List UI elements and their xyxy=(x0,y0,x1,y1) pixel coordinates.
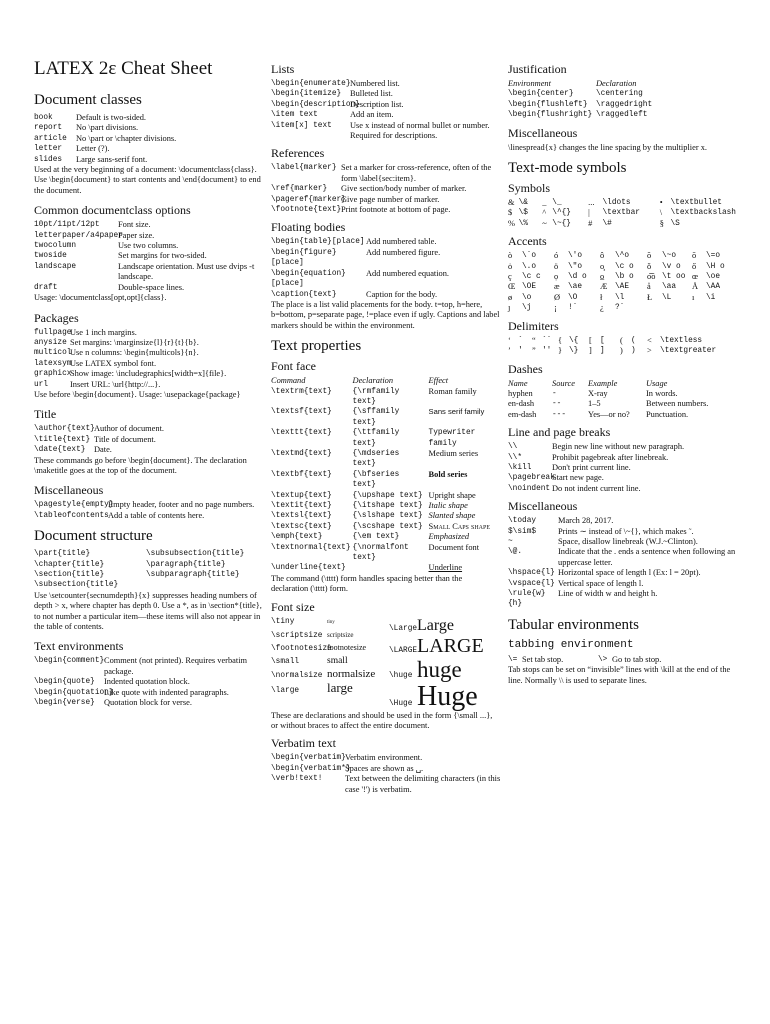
symbol-command: ) xyxy=(631,347,636,356)
symbol-glyph: ọ xyxy=(554,272,559,282)
symbol-glyph: õ xyxy=(647,251,652,261)
list-item: \item text Add an item. xyxy=(271,110,394,120)
table-row xyxy=(508,346,722,356)
doc-classes-note: Used at the very beginning of a document: \documentclass{class}. Use \begin{document} to start contents and \end{document} to end the document. xyxy=(34,165,261,195)
list-item: \vspace{l} Vertical space of length l. xyxy=(508,578,644,588)
symbol-command: \b o xyxy=(615,273,634,282)
table-row: \textup{text} {\upshape text} Upright shape xyxy=(271,490,476,500)
floating-heading: Floating bodies xyxy=(271,220,346,235)
symbol-command: \aa xyxy=(662,283,677,292)
text-symbols-heading: Text-mode symbols xyxy=(508,160,627,177)
table-row: en-dash -- 1–5 Between numbers. xyxy=(508,399,709,409)
table-row: em-dash --- Yes—or no? Punctuation. xyxy=(508,409,689,419)
dashes-table xyxy=(508,379,710,421)
list-item: \\ Begin new line without new paragraph. xyxy=(508,442,685,452)
symbol-command: \j xyxy=(522,304,532,313)
class-options-list xyxy=(34,220,262,293)
symbol-command: \^o xyxy=(615,252,630,261)
column-header: Command xyxy=(271,376,306,386)
symbol-glyph: < xyxy=(647,335,652,345)
symbol-glyph: ( xyxy=(620,335,623,345)
symbol-glyph: ] xyxy=(589,346,592,356)
table-row xyxy=(508,303,736,313)
symbol-glyph: ø xyxy=(508,292,513,302)
column-1 xyxy=(34,56,262,708)
symbol-command xyxy=(706,303,736,313)
font-size-grid xyxy=(271,617,501,711)
doc-structure-left xyxy=(34,549,146,591)
list-item: \noindent Do not indent current line. xyxy=(508,483,641,493)
list-item: draft Double-space lines. xyxy=(34,282,185,292)
accents-heading: Accents xyxy=(508,234,547,249)
symbol-glyph: [ xyxy=(589,335,592,345)
justification-table xyxy=(508,79,654,121)
symbol-command: \textless xyxy=(660,336,703,345)
symbol-command: \~o xyxy=(662,252,677,261)
list-item: slides Large sans-serif font. xyxy=(34,154,148,164)
symbol-glyph: ȷ xyxy=(508,303,511,313)
list-item: \date{text} Date. xyxy=(34,445,112,455)
list-item: book Default is two-sided. xyxy=(34,113,147,122)
font-face-heading: Font face xyxy=(271,359,316,374)
tabular-heading: Tabular environments xyxy=(508,616,639,633)
symbol-glyph: ó xyxy=(554,251,559,261)
table-row: % \% ~ \~{} # \# § \S xyxy=(508,218,680,228)
symbol-glyph: œ xyxy=(692,272,699,282)
symbol-command: \v o xyxy=(662,262,681,271)
table-row: \begin{flushleft} \raggedright xyxy=(508,100,653,109)
symbol-glyph: å xyxy=(647,282,651,292)
list-item: \begin{description} Description list. xyxy=(271,99,404,109)
list-item: \pageref{marker} Give page number of marker. xyxy=(271,194,440,204)
list-item: anysize Set margins: \marginsize{l}{r}{t}{b}. xyxy=(34,337,199,347)
table-row xyxy=(508,251,736,261)
list-item: letterpaper/a4paper Paper size. xyxy=(34,230,155,240)
symbol-glyph: o̲ xyxy=(600,272,605,282)
symbol-glyph: ’ xyxy=(508,346,511,356)
justification-heading: Justification xyxy=(508,62,567,76)
symbol-command: \'o xyxy=(568,252,583,261)
symbol-glyph: ) xyxy=(620,346,623,356)
symbol-glyph: ” xyxy=(532,346,536,356)
symbol-command: \i xyxy=(706,293,716,302)
verbatim-list xyxy=(271,753,501,795)
list-item: \begin{table}[place] Add numbered table. xyxy=(271,237,437,247)
table-row xyxy=(508,272,736,282)
list-item: url Insert URL: \url{http://...}. xyxy=(34,379,161,389)
table-row: \textit{text} {\itshape text} Italic shape xyxy=(271,501,468,510)
list-item: \author{text} Author of document. xyxy=(34,424,165,434)
table-row: \emph{text} {\em text} Emphasized xyxy=(271,532,470,542)
list-item: \footnote{text} Print footnote at bottom of page. xyxy=(271,205,451,215)
column-header: Usage xyxy=(646,378,668,388)
table-row: \begin{center} \centering xyxy=(508,90,643,99)
symbol-glyph: Ø xyxy=(554,292,561,302)
list-item: \Large Large xyxy=(389,616,455,634)
packages-note: Use before \begin{document}. Usage: \usepackage{package} xyxy=(34,389,241,399)
list-item: \large large xyxy=(271,679,353,695)
table-row: \textbf{text} {\bfseries text} Bold series xyxy=(271,469,468,490)
symbol-glyph: ő xyxy=(692,261,697,271)
table-header-row xyxy=(508,79,654,89)
symbol-command: \t oo xyxy=(662,273,686,282)
font-face-note: The command (\tttt) form handles spacing better than the declaration (\tttt) form. xyxy=(271,573,463,594)
text-props-heading: Text properties xyxy=(271,338,362,355)
list-item: \subparagraph{title} xyxy=(146,571,240,579)
column-header: Declaration xyxy=(596,79,637,88)
symbol-command: [ xyxy=(600,336,605,345)
list-item: \tiny tiny xyxy=(271,617,335,626)
list-item: \begin{quotation} Like quote with indented paragraphs. xyxy=(34,687,229,697)
symbol-glyph: o͡o xyxy=(647,272,656,282)
symbol-command: ?` xyxy=(615,304,625,313)
misc2-heading: Miscellaneous xyxy=(508,499,578,514)
references-heading: References xyxy=(271,146,325,161)
doc-structure-right xyxy=(146,549,244,591)
misc-heading: Miscellaneous xyxy=(34,483,104,498)
doc-structure-note: Use \setcounter{secnumdepth}{x} suppresses heading numbers of depth > x, where chapter has depth 0. Use a *, as in \section*{title}, to not number a particular item—these items will also not appear in the table of contents. xyxy=(34,590,262,632)
references-list xyxy=(271,163,501,215)
table-row: \textmd{text} {\mdseries text} Medium series xyxy=(271,448,479,469)
font-size-note: These are declarations and should be used in the form {\small ...}, or without braces to affect the entire document. xyxy=(271,710,493,731)
title-heading: Title xyxy=(34,407,57,422)
table-row: hyphen - X-ray In words. xyxy=(508,388,678,398)
class-options-heading: Common documentclass options xyxy=(34,203,191,218)
text-env-heading: Text environments xyxy=(34,639,124,654)
symbol-glyph: ǒ xyxy=(647,261,652,271)
list-item: ~ Space, disallow linebreak (W.J.~Clinton). xyxy=(508,536,698,546)
list-item: \scriptsize scriptsize xyxy=(271,630,354,640)
symbol-glyph: } xyxy=(558,346,563,356)
list-item: \pagebreak Start new page. xyxy=(508,473,604,483)
list-item: \item[x] text Use x instead of normal bullet or number. Required for descriptions. xyxy=(271,120,490,141)
class-options-note: Usage: \documentclass[opt,opt]{class}. xyxy=(34,293,167,303)
symbol-command: '' xyxy=(542,347,552,356)
table-row: $ \$ ^ \^{} | \textbar \ \textbackslash xyxy=(508,208,736,218)
symbol-command: \"o xyxy=(568,262,583,271)
list-item: \begin{verse} Quotation block for verse. xyxy=(34,698,192,708)
symbol-glyph: “ xyxy=(532,335,536,345)
symbol-command: ( xyxy=(631,336,636,345)
dashes-heading: Dashes xyxy=(508,361,543,376)
symbol-command: ` xyxy=(518,336,523,345)
list-item: \caption{text} Caption for the body. xyxy=(271,289,438,299)
column-header: Source xyxy=(552,378,575,388)
list-item: \begin{verbatim} Verbatim environment. xyxy=(271,753,423,763)
lists-list xyxy=(271,79,501,141)
list-item: \Huge Huge xyxy=(389,680,478,712)
list-item: report No \part divisions. xyxy=(34,123,139,133)
list-item: \kill Don't print current line. xyxy=(508,462,631,472)
list-item: \= xyxy=(508,655,518,664)
list-item: \tableofcontents Add a table of contents here. xyxy=(34,510,205,520)
misc1-heading: Miscellaneous xyxy=(508,125,578,140)
list-item: \chapter{title} xyxy=(34,560,105,569)
table-row: \textsl{text} {\slshape text} Slanted shape xyxy=(271,511,476,521)
list-item: graphicx Show image: \includegraphics[width=x]{file}. xyxy=(34,369,227,379)
list-item: \hspace{l} Horizontal space of length l (Ex: l = 20pt). xyxy=(508,568,701,578)
symbol-glyph: ¿ xyxy=(600,303,604,313)
packages-heading: Packages xyxy=(34,310,79,325)
list-item: \verb!text! Text between the delimiting characters (in this case '!') is verbatim. xyxy=(271,774,501,794)
list-item: \huge huge xyxy=(389,656,462,682)
symbol-glyph: o̧ xyxy=(600,261,605,271)
symbols-table xyxy=(508,198,738,229)
symbol-glyph: Æ xyxy=(600,282,608,292)
font-size-heading: Font size xyxy=(271,599,315,614)
delimiters-table xyxy=(508,336,722,357)
table-row: \underline{text} Underline xyxy=(271,563,463,573)
symbol-glyph: ò xyxy=(508,251,513,261)
table-row: \textsf{text} {\sffamily text} Sans serif family xyxy=(271,407,485,427)
symbol-command: \l xyxy=(615,293,625,302)
column-2 xyxy=(271,62,501,795)
symbol-command: \o xyxy=(522,293,532,302)
symbol-glyph: ı xyxy=(692,292,695,302)
symbol-command: !` xyxy=(568,304,578,313)
doc-structure-grid xyxy=(34,549,262,591)
list-item: landscape Landscape orientation. Must use dvips -t landscape. xyxy=(34,261,255,282)
lists-heading: Lists xyxy=(271,62,295,76)
floating-note: The place is a list valid placements for the body. t=top, h=here, b=bottom, p=separate page, !=place even if ugly. Captions and label markers should be within the environment. xyxy=(271,299,500,330)
tabbing-list: \= Set tab stop. \> Go to tab stop. xyxy=(508,654,662,664)
list-item: \today March 28, 2017. xyxy=(508,516,614,526)
symbol-command xyxy=(662,303,692,313)
list-item: \begin{figure}[place] Add numbered figure. xyxy=(271,247,441,268)
list-item: \begin{equation}[place] Add numbered equation. xyxy=(271,268,450,289)
table-row: & \& _ \_ ... \ldots • \textbullet xyxy=(508,198,722,208)
symbol-command: \{ xyxy=(569,336,579,345)
symbol-glyph: ł xyxy=(600,292,603,302)
table-row: \texttt{text} {\ttfamily text} Typewriter family xyxy=(271,429,476,448)
list-item: \label{marker} Set a marker for cross-reference, often of the form \label{sec:item}. xyxy=(271,163,492,183)
list-item: fullpage Use 1 inch margins. xyxy=(34,327,137,337)
tabular-note: Tab stops can be set on “invisible” lines with \kill at the end of the line. Normally \\ is used to separate lines. xyxy=(508,665,731,685)
list-item: \normalsize normalsize xyxy=(271,667,376,680)
symbol-command: \textgreater xyxy=(660,347,717,356)
list-item: \subsubsection{title} xyxy=(146,550,245,559)
symbol-glyph xyxy=(692,303,706,313)
symbol-command: \d o xyxy=(568,273,587,282)
symbol-command: \=o xyxy=(706,252,721,261)
line-breaks-list xyxy=(508,442,738,494)
symbol-command: \H o xyxy=(706,262,725,271)
list-item: \footnotesize footnotesize xyxy=(271,642,367,653)
symbol-command: \O xyxy=(568,293,578,302)
list-item: \paragraph{title} xyxy=(146,560,226,569)
symbol-command: \`o xyxy=(522,252,537,261)
list-item: \@. Indicate that the . ends a sentence when following an uppercase letter. xyxy=(508,547,736,567)
list-item: twoside Set margins for two-sided. xyxy=(34,251,207,261)
symbol-glyph: ç xyxy=(508,272,512,282)
symbol-glyph: ö xyxy=(554,261,559,271)
list-item: \small small xyxy=(271,655,348,666)
verbatim-heading: Verbatim text xyxy=(271,736,336,751)
title-list xyxy=(34,424,262,455)
symbol-glyph: æ xyxy=(554,282,560,292)
symbol-glyph: ō xyxy=(692,251,697,261)
list-item: \rule{w}{h} Line of width w and height h. xyxy=(508,589,658,609)
font-size-right xyxy=(389,617,484,711)
list-item: multicol Use n columns: \begin{multicols}{n}. xyxy=(34,348,199,358)
text-env-list xyxy=(34,656,262,708)
list-item: \begin{verbatim*} Spaces are shown as ␣. xyxy=(271,763,424,773)
title-note: These commands go before \begin{document}. The declaration \maketitle goes at the top of the document. xyxy=(34,455,247,475)
list-item: 10pt/11pt/12pt Font size. xyxy=(34,220,151,230)
list-item: \begin{quote} Indented quotation block. xyxy=(34,677,190,687)
table-header-row xyxy=(271,376,501,386)
table-row: \textrm{text} {\rmfamily text} Roman family xyxy=(271,386,477,406)
table-row xyxy=(508,336,722,346)
symbol-command: \OE xyxy=(522,283,537,292)
symbol-glyph: { xyxy=(558,335,563,345)
list-item: \> xyxy=(598,655,608,664)
symbol-command: \AA xyxy=(706,283,721,292)
symbol-command: ] xyxy=(600,347,605,356)
table-row: \textsc{text} {\scshape text} Small Caps shape xyxy=(271,521,490,531)
symbol-command: \ae xyxy=(568,283,583,292)
symbol-glyph: Å xyxy=(692,282,699,292)
list-item: \\* Prohibit pagebreak after linebreak. xyxy=(508,452,669,462)
tabbing-heading: tabbing environment xyxy=(508,638,634,651)
symbol-command: \oe xyxy=(706,273,721,282)
list-item: \pagestyle{empty} Empty header, footer and no page numbers. xyxy=(34,500,255,510)
font-size-left xyxy=(271,617,389,711)
column-header: Effect xyxy=(428,376,449,386)
floating-list xyxy=(271,237,501,299)
column-header: Example xyxy=(588,378,618,388)
table-row: \begin{flushright} \raggedleft xyxy=(508,111,648,120)
accents-table xyxy=(508,251,736,313)
list-item: twocolumn Use two columns. xyxy=(34,241,179,251)
delimiters-heading: Delimiters xyxy=(508,318,559,333)
line-breaks-heading: Line and page breaks xyxy=(508,425,611,440)
table-row xyxy=(508,262,736,272)
table-row xyxy=(508,293,736,303)
list-item: $\sim$ Prints ∼ instead of \~{}, which makes ˜. xyxy=(508,526,694,536)
list-item: \begin{enumerate} Numbered list. xyxy=(271,79,400,88)
misc2-list xyxy=(508,516,738,610)
list-item: \begin{itemize} Bulleted list. xyxy=(271,89,393,99)
doc-classes-list xyxy=(34,113,262,165)
font-face-table xyxy=(271,376,501,574)
symbol-command: \L xyxy=(662,293,672,302)
doc-classes-heading: Document classes xyxy=(34,92,142,108)
misc-list xyxy=(34,500,262,521)
list-item: \title{text} Title of document. xyxy=(34,434,156,444)
column-header: Name xyxy=(508,378,528,388)
list-item: \begin{comment} Comment (not printed). Requires verbatim package. xyxy=(34,656,248,676)
doc-structure-heading: Document structure xyxy=(34,528,153,545)
misc1-note: \linespread{x} changes the line spacing by the multiplier x. xyxy=(508,142,707,152)
table-row: \textnormal{text} {\normalfont text} Document font xyxy=(271,542,480,563)
symbol-glyph: ¡ xyxy=(554,303,557,313)
symbol-glyph: ‘ xyxy=(508,335,511,345)
table-header-row xyxy=(508,379,710,389)
list-item: latexsym Use LATEX symbol font. xyxy=(34,358,157,368)
list-item: \subsection{title} xyxy=(34,581,119,590)
symbol-glyph: > xyxy=(647,346,652,356)
symbol-command: \} xyxy=(569,347,579,356)
symbol-command: \c c xyxy=(522,273,541,282)
list-item: \part{title} xyxy=(34,550,91,559)
symbol-glyph xyxy=(647,303,662,313)
list-item: article No \part or \chapter divisions. xyxy=(34,133,177,143)
list-item: \section{title} xyxy=(34,571,105,579)
column-header: Environment xyxy=(508,79,551,88)
symbol-glyph: Œ xyxy=(508,282,516,292)
table-row xyxy=(508,282,736,292)
column-header: Declaration xyxy=(352,376,394,386)
symbol-command: \.o xyxy=(522,262,537,271)
list-item: \ref{marker} Give section/body number of marker. xyxy=(271,184,467,194)
list-item: letter Letter (?). xyxy=(34,144,110,154)
symbol-command: \AE xyxy=(615,283,630,292)
list-item: \LARGE LARGE xyxy=(389,634,484,657)
symbol-glyph: ô xyxy=(600,251,605,261)
symbol-glyph: ȯ xyxy=(508,261,513,271)
symbol-command: ' xyxy=(518,347,523,356)
symbol-glyph: Ł xyxy=(647,292,653,302)
symbols-heading: Symbols xyxy=(508,181,551,196)
packages-list xyxy=(34,328,262,390)
symbol-command: `` xyxy=(542,336,552,345)
symbol-command: \c o xyxy=(615,262,634,271)
column-3 xyxy=(508,62,738,686)
page-title: LATEX 2ε Cheat Sheet xyxy=(34,58,213,79)
